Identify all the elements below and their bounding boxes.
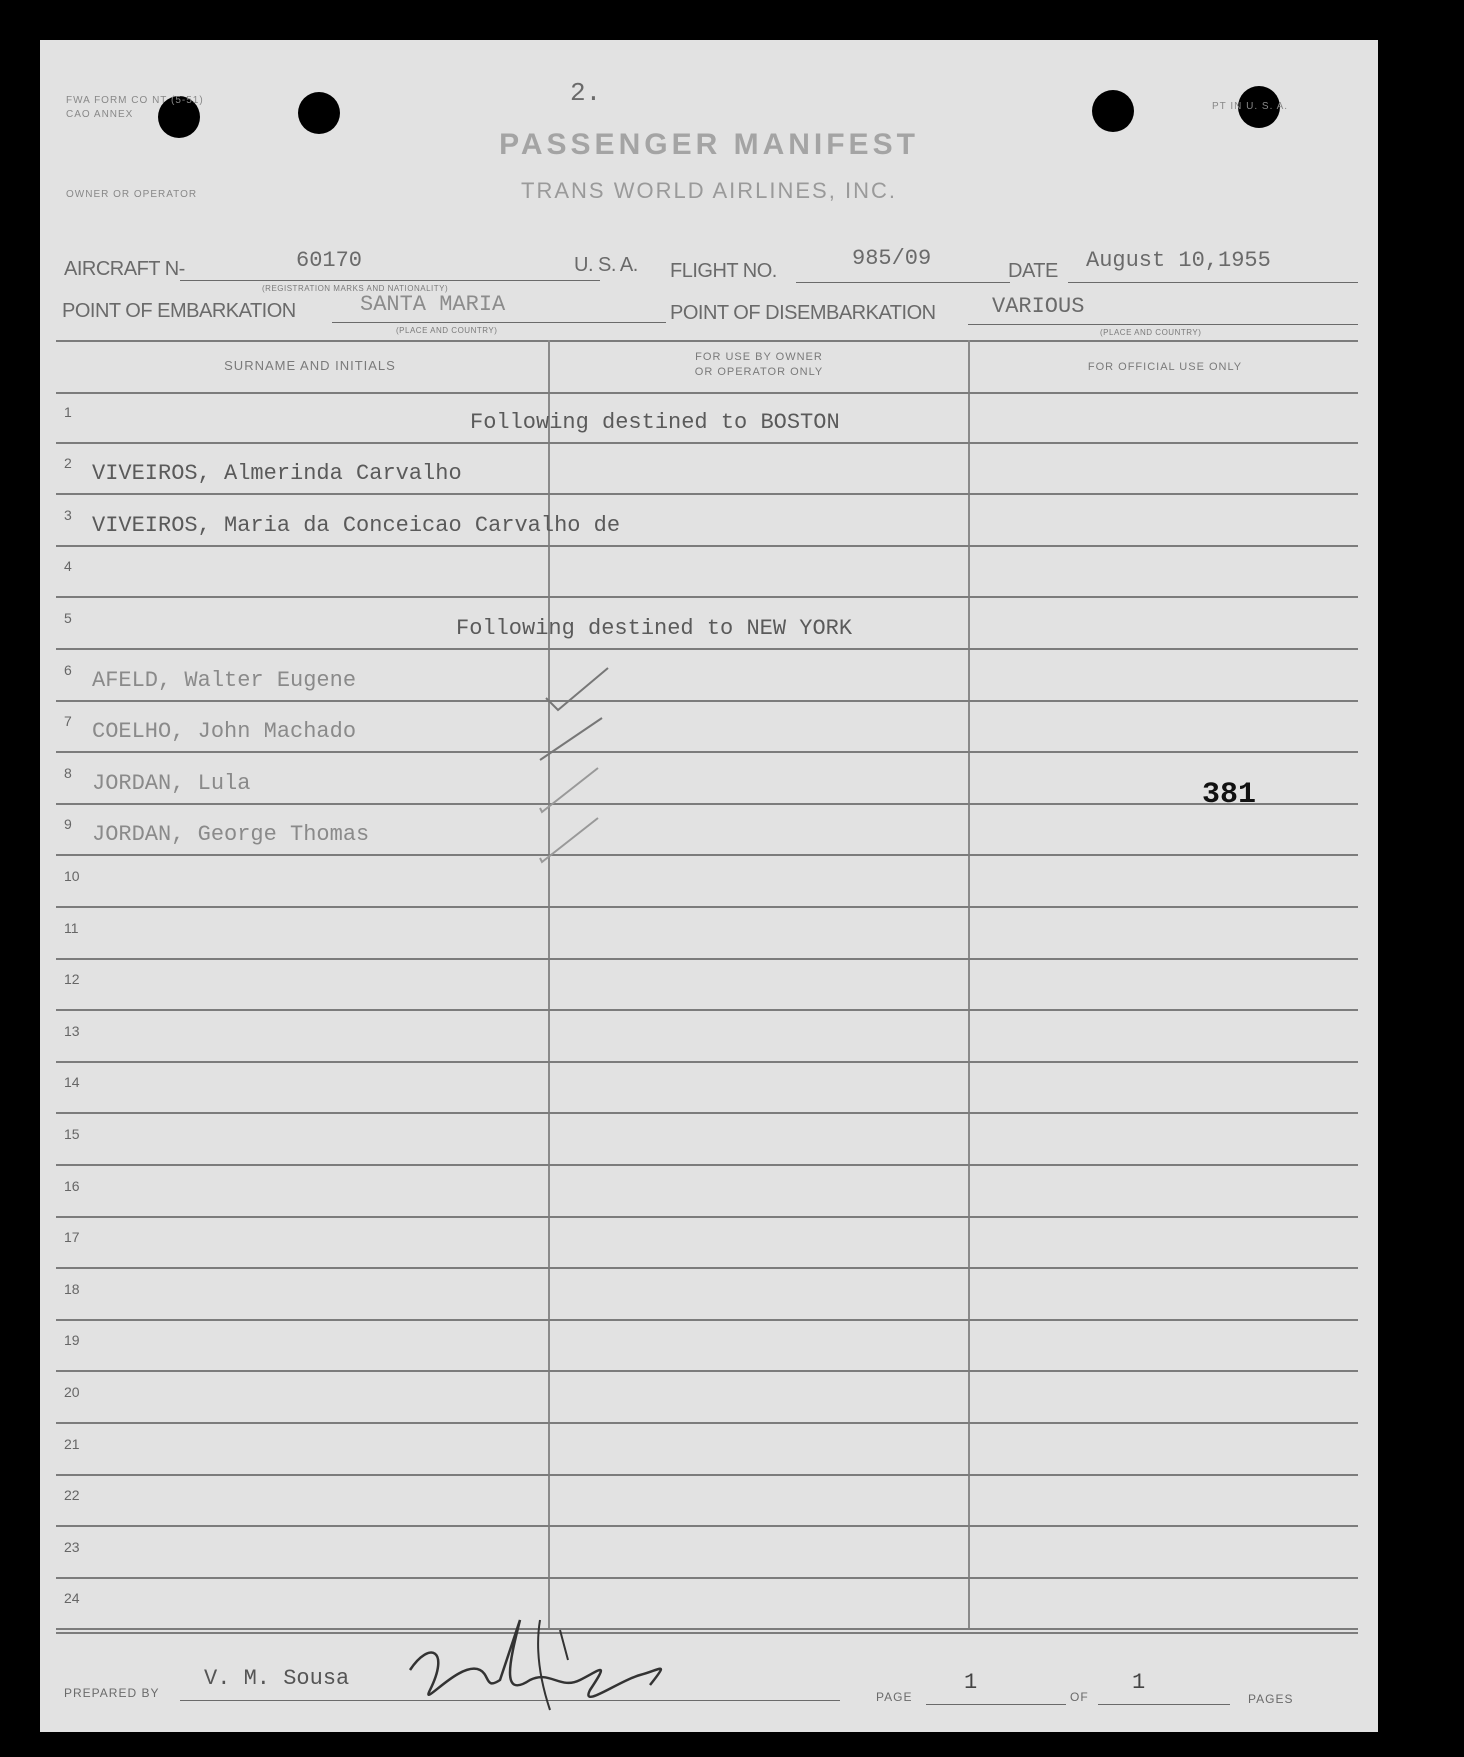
row-number: 18 — [64, 1280, 80, 1297]
row-number: 16 — [64, 1177, 80, 1194]
flight-label: FLIGHT NO. — [670, 260, 777, 282]
row-rule — [56, 1474, 1358, 1476]
aircraft-label: AIRCRAFT N- — [64, 258, 185, 280]
page-label: PAGE — [876, 1690, 913, 1704]
prepared-by-value: V. M. Sousa — [204, 1666, 350, 1691]
row-rule — [56, 545, 1358, 547]
row-rule — [56, 958, 1358, 960]
date-underline — [1068, 282, 1358, 283]
row-rule — [56, 854, 1358, 856]
aircraft-sub-label: (REGISTRATION MARKS AND NATIONALITY) — [262, 284, 449, 293]
row-number: 8 — [64, 764, 72, 781]
row-number: 7 — [64, 713, 72, 730]
passenger-name: JORDAN, Lula — [92, 770, 251, 796]
passenger-name: VIVEIROS, Maria da Conceicao Carvalho de — [92, 512, 621, 538]
row-rule — [56, 1319, 1358, 1321]
row-rule — [56, 803, 1358, 805]
row-rule — [56, 906, 1358, 908]
row-rule — [56, 596, 1358, 598]
row-number: 24 — [64, 1590, 80, 1607]
row-number: 10 — [64, 868, 80, 884]
row-rule — [56, 493, 1358, 495]
table-top-rule — [56, 340, 1358, 342]
row-rule — [56, 1009, 1358, 1011]
checkmark-icon — [538, 716, 608, 764]
row-rule — [56, 1577, 1358, 1579]
flight-underline — [796, 282, 1010, 283]
flight-value: 985/09 — [852, 246, 932, 271]
row-number: 13 — [64, 1022, 80, 1039]
destination-heading: Following destined to NEW YORK — [456, 616, 853, 641]
row-rule — [56, 1061, 1358, 1063]
checkmark-icon — [538, 766, 608, 814]
page-value: 1 — [964, 1670, 978, 1695]
page-underline — [926, 1704, 1066, 1705]
row-rule — [56, 442, 1358, 444]
row-number: 15 — [64, 1126, 80, 1142]
date-value: August 10,1955 — [1086, 248, 1271, 273]
usa-label: U. S. A. — [574, 254, 638, 276]
punch-hole — [1092, 90, 1134, 132]
disembarkation-value: VARIOUS — [992, 294, 1085, 319]
embarkation-sub-label: (PLACE AND COUNTRY) — [396, 326, 498, 335]
form-number-line1: FWA FORM CO NT (5-51) — [66, 95, 204, 106]
pages-label: PAGES — [1248, 1692, 1294, 1706]
row-rule — [56, 1267, 1358, 1269]
row-number: 2 — [64, 455, 72, 472]
form-number-line2: CAO ANNEX — [66, 109, 134, 120]
passenger-name: COELHO, John Machado — [92, 719, 357, 745]
row-number: 22 — [64, 1487, 80, 1504]
disembarkation-underline — [968, 324, 1358, 325]
row-rule — [56, 1525, 1358, 1527]
passenger-name: VIVEIROS, Almerinda Carvalho — [92, 461, 462, 487]
header-bottom-rule — [56, 392, 1358, 394]
row-rule — [56, 648, 1358, 650]
row-number: 17 — [64, 1229, 80, 1246]
row-rule — [56, 1216, 1358, 1218]
embarkation-underline — [332, 322, 666, 323]
owner-operator-label: OWNER OR OPERATOR — [66, 189, 198, 200]
aircraft-value: 60170 — [296, 248, 363, 273]
checkmark-icon — [538, 816, 608, 864]
row-number: 11 — [64, 919, 79, 936]
row-rule — [56, 1112, 1358, 1114]
row-number: 5 — [64, 610, 72, 626]
column-divider-2 — [968, 340, 970, 1630]
row-rule — [56, 1164, 1358, 1166]
passenger-name: AFELD, Walter Eugene — [92, 667, 357, 693]
of-underline — [1098, 1704, 1230, 1705]
row-rule — [56, 700, 1358, 702]
date-label: DATE — [1008, 260, 1058, 282]
disembarkation-sub-label: (PLACE AND COUNTRY) — [1100, 328, 1202, 337]
row-number: 1 — [64, 403, 72, 420]
embarkation-label: POINT OF EMBARKATION — [62, 300, 296, 322]
row-number: 4 — [64, 558, 72, 575]
handwritten-signature-icon — [390, 1600, 690, 1720]
of-value: 1 — [1132, 1670, 1146, 1695]
airline-name: TRANS WORLD AIRLINES, INC. — [521, 178, 897, 203]
official-column-header: FOR OFFICIAL USE ONLY — [1087, 361, 1243, 373]
passenger-name: JORDAN, George Thomas — [92, 822, 370, 848]
prepared-by-label: PREPARED BY — [64, 1686, 160, 1700]
row-rule — [56, 1370, 1358, 1372]
row-number: 3 — [64, 506, 72, 523]
surname-column-header: SURNAME AND INITIALS — [224, 358, 396, 373]
disembarkation-label: POINT OF DISEMBARKATION — [670, 302, 936, 324]
embarkation-value: SANTA MARIA — [360, 292, 506, 317]
row-number: 19 — [64, 1332, 80, 1349]
of-label: OF — [1070, 1690, 1089, 1704]
row-number: 21 — [64, 1435, 80, 1452]
row-rule — [56, 751, 1358, 753]
owner-column-header-line2: OR OPERATOR ONLY — [694, 366, 824, 378]
row-number: 12 — [64, 971, 80, 988]
row-rule — [56, 1422, 1358, 1424]
checkmark-icon — [544, 666, 614, 714]
table-bottom-rule — [56, 1632, 1358, 1634]
row-number: 20 — [64, 1384, 80, 1400]
row-number: 14 — [64, 1074, 80, 1091]
printed-in-usa: PT IN U. S. A. — [1212, 101, 1289, 112]
row-number: 23 — [64, 1538, 80, 1555]
document-title: PASSENGER MANIFEST — [499, 128, 919, 161]
row-number: 9 — [64, 816, 72, 833]
destination-heading: Following destined to BOSTON — [470, 409, 840, 435]
owner-column-header-line1: FOR USE BY OWNER — [695, 351, 823, 363]
handwritten-mark: 2. — [570, 78, 602, 108]
aircraft-underline — [180, 280, 600, 281]
row-rule — [56, 1628, 1358, 1630]
row-number: 6 — [64, 661, 72, 678]
manifest-page — [40, 40, 1378, 1732]
official-use-number: 381 — [1202, 778, 1257, 812]
